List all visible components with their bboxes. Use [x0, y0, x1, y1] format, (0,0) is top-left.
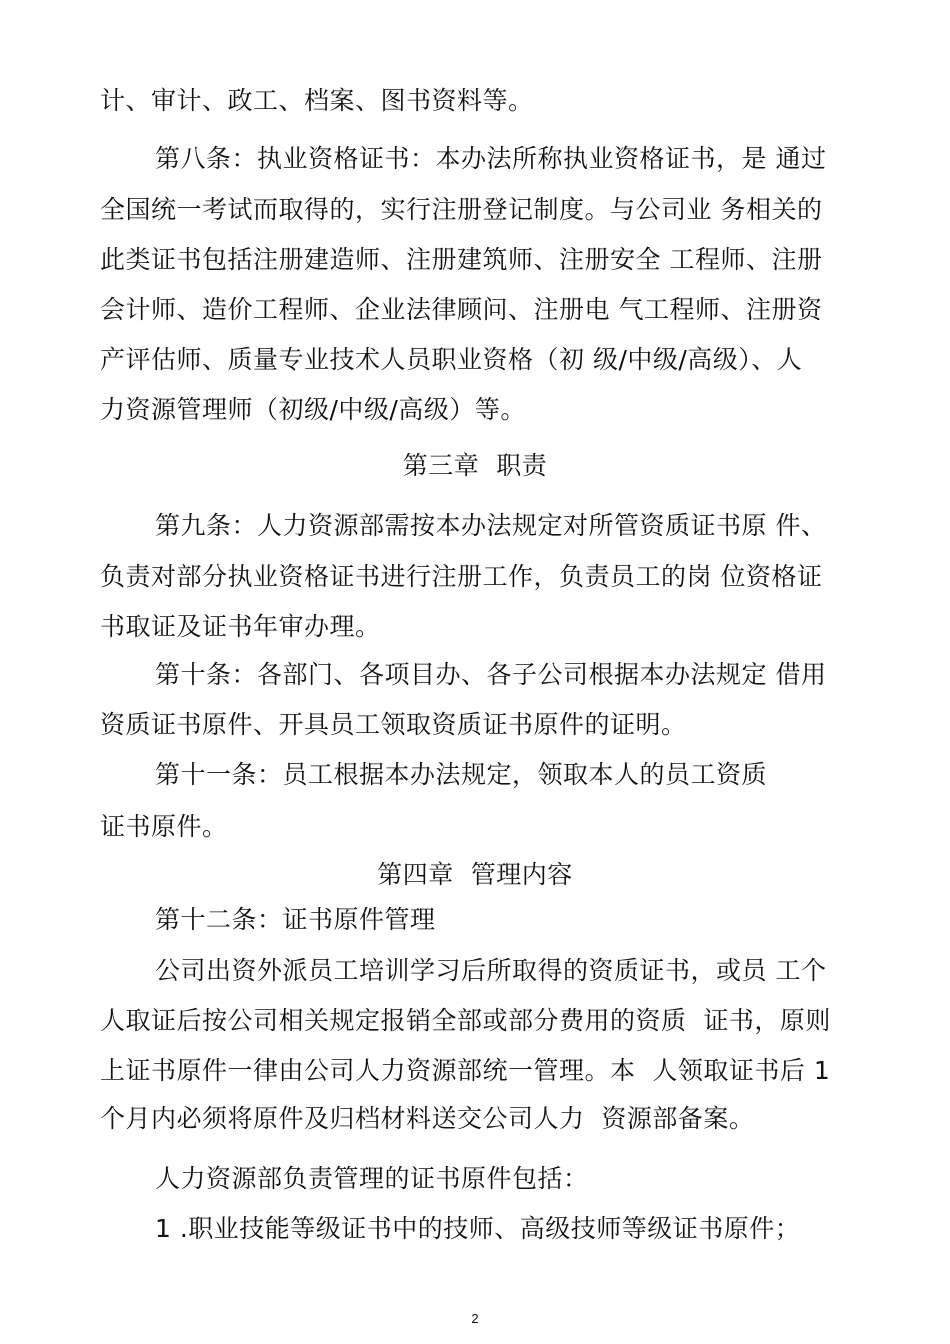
- text-line: 证书原件。: [100, 812, 228, 841]
- article-12-heading: 第十二条：证书原件管理: [155, 905, 436, 934]
- chapter-4-title: 第四章 管理内容: [377, 860, 573, 889]
- article-8-heading-line: 第八条：执业资格证书：本办法所称执业资格证书，是 通过: [155, 144, 827, 173]
- list-item-1: 1 .职业技能等级证书中的技师、高级技师等级证书原件；: [155, 1214, 801, 1243]
- text-line: 负责对部分执业资格证书进行注册工作，负责员工的岗 位资格证: [100, 562, 823, 591]
- page-number: 2: [471, 1311, 479, 1326]
- text-line: 计、审计、政工、档案、图书资料等。: [100, 86, 534, 115]
- text-line: 人取证后按公司相关规定报销全部或部分费用的资质 证书，原则: [100, 1006, 831, 1035]
- text-line: 力资源管理师（初级/中级/高级）等。: [100, 395, 526, 424]
- chapter-3-title: 第三章 职责: [402, 451, 548, 480]
- text-line: 全国统一考试而取得的，实行注册登记制度。与公司业 务相关的: [100, 195, 823, 224]
- list-intro-line: 人力资源部负责管理的证书原件包括：: [155, 1164, 589, 1193]
- article-9-line: 第九条：人力资源部需按本办法规定对所管资质证书原 件、: [155, 511, 827, 540]
- text-line: 会计师、造价工程师、企业法律顾问、注册电 气工程师、注册资: [100, 295, 823, 324]
- text-line: 此类证书包括注册建造师、注册建筑师、注册安全 工程师、注册: [100, 245, 823, 274]
- article-12-paragraph-line: 公司出资外派员工培训学习后所取得的资质证书，或员 工个: [155, 956, 827, 985]
- text-line: 资质证书原件、开具员工领取资质证书原件的证明。: [100, 710, 687, 739]
- text-line: 书取证及证书年审办理。: [100, 612, 381, 641]
- text-line: 个月内必须将原件及归档材料送交公司人力 资源部备案。: [100, 1104, 755, 1133]
- article-11-line: 第十一条：员工根据本办法规定，领取本人的员工资质: [155, 760, 768, 789]
- text-line: 产评估师、质量专业技术人员职业资格（初 级/中级/高级）、人: [100, 345, 803, 374]
- article-10-line: 第十条：各部门、各项目办、各子公司根据本办法规定 借用: [155, 660, 827, 689]
- text-line: 上证书原件一律由公司人力资源部统一管理。本 人领取证书后 1: [100, 1056, 831, 1085]
